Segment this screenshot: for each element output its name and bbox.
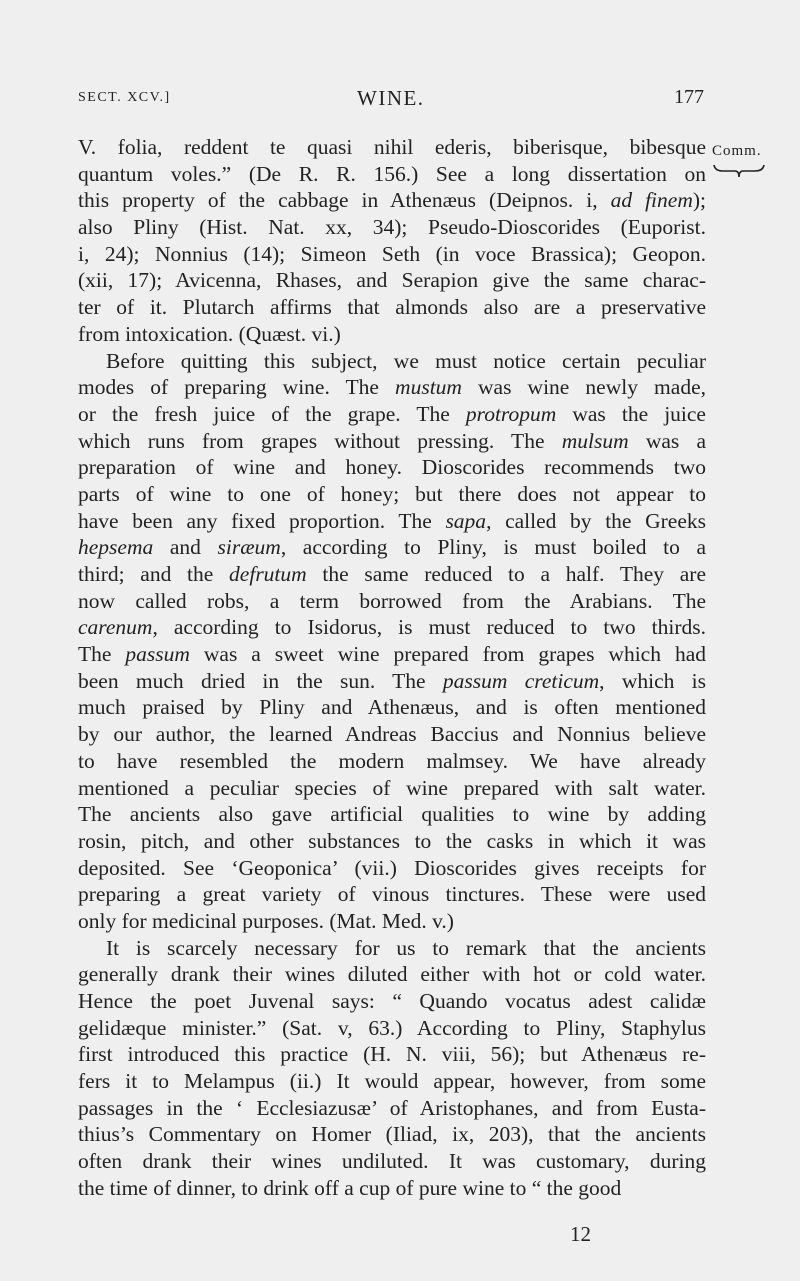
text-line: have been any fixed proportion. The sapa, called by the Greeks (78, 508, 706, 533)
text-line: preparation of wine and honey. Dioscorides recommends two (78, 455, 706, 480)
margin-note: Comm. (712, 143, 762, 159)
paragraph (78, 348, 706, 935)
text-line: deposited. See ‘Geoponica’ (vii.) Dioscorides gives receipts for (78, 855, 706, 880)
text-line: now called robs, a term borrowed from the Arabians. The (78, 588, 706, 613)
page-number: 177 (674, 86, 704, 108)
text-line: often drank their wines undiluted. It was customary, during (78, 1149, 706, 1174)
text-line: carenum, according to Isidorus, is must reduced to two thirds. (78, 615, 706, 640)
text-line: parts of wine to one of honey; but there does not appear to (78, 481, 706, 506)
text-line: rosin, pitch, and other substances to the casks in which it was (78, 828, 706, 853)
text-line: mentioned a peculiar species of wine prepared with salt water. (78, 775, 706, 800)
text-line: It is scarcely necessary for us to remark that the ancients (106, 935, 706, 960)
text-line: from intoxication. (Quæst. vi.) (78, 321, 341, 346)
text-line: first introduced this practice (H. N. viii, 56); but Athenæus re- (78, 1042, 706, 1067)
text-line: (xii, 17); Avicenna, Rhases, and Serapion give the same charac- (78, 268, 706, 293)
text-line: ter of it. Plutarch affirms that almonds also are a preservative (78, 295, 706, 320)
signature-mark: 12 (570, 1222, 591, 1246)
text-line: third; and the defrutum the same reduced to a half. They are (78, 562, 706, 586)
text-line: much praised by Pliny and Athenæus, and is often mentioned (78, 695, 706, 720)
text-line: The ancients also gave artificial qualities to wine by adding (78, 802, 706, 827)
text-line: to have resembled the modern malmsey. We have already (78, 748, 706, 773)
text-line: also Pliny (Hist. Nat. xx, 34); Pseudo-Dioscorides (Euporist. (78, 215, 706, 240)
text-line: been much dried in the sun. The passum creticum, which is (78, 668, 706, 693)
text-line: thius’s Commentary on Homer (Iliad, ix, 203), that the ancients (78, 1122, 706, 1147)
paragraph (78, 935, 706, 1202)
text-line: The passum was a sweet wine prepared from grapes which had (78, 642, 706, 667)
paragraph (78, 134, 706, 348)
section-label: SECT. XCV.] (78, 90, 171, 105)
body-text (78, 134, 706, 1202)
text-line: modes of preparing wine. The mustum was wine newly made, (78, 375, 706, 400)
text-line: gelidæque minister.” (Sat. v, 63.) According to Pliny, Staphylus (78, 1015, 706, 1040)
page-title: WINE. (357, 86, 425, 110)
text-line: passages in the ‘ Ecclesiazusæ’ of Aristophanes, and from Eusta- (78, 1095, 706, 1120)
text-line: this property of the cabbage in Athenæus (Deipnos. i, ad finem); (78, 188, 706, 213)
text-line: by our author, the learned Andreas Baccius and Nonnius believe (78, 722, 706, 747)
running-header (78, 86, 704, 116)
text-line: which runs from grapes without pressing. The mulsum was a (78, 428, 707, 453)
text-line: preparing a great variety of vinous tinctures. These were used (78, 882, 706, 907)
text-line: V. folia, reddent te quasi nihil ederis, biberisque, bibesque (78, 135, 706, 159)
text-line: only for medicinal purposes. (Mat. Med. v.) (78, 908, 454, 933)
text-line: the time of dinner, to drink off a cup of pure wine to “ the good (78, 1175, 622, 1200)
text-line: Before quitting this subject, we must notice certain peculiar (106, 348, 706, 373)
text-line: Hence the poet Juvenal says: “ Quando vocatus adest calidæ (78, 989, 706, 1013)
text-line: i, 24); Nonnius (14); Simeon Seth (in voce Brassica); Geopon. (78, 241, 706, 266)
text-line: or the fresh juice of the grape. The protropum was the juice (78, 401, 706, 426)
text-line: fers it to Melampus (ii.) It would appear, however, from some (78, 1069, 706, 1094)
text-line: generally drank their wines diluted either with hot or cold water. (78, 962, 706, 987)
text-line: hepsema and siræum, according to Pliny, is must boiled to a (78, 535, 707, 560)
margin-brace-icon (713, 163, 765, 179)
text-line: quantum voles.” (De R. R. 156.) See a long dissertation on (78, 161, 706, 186)
